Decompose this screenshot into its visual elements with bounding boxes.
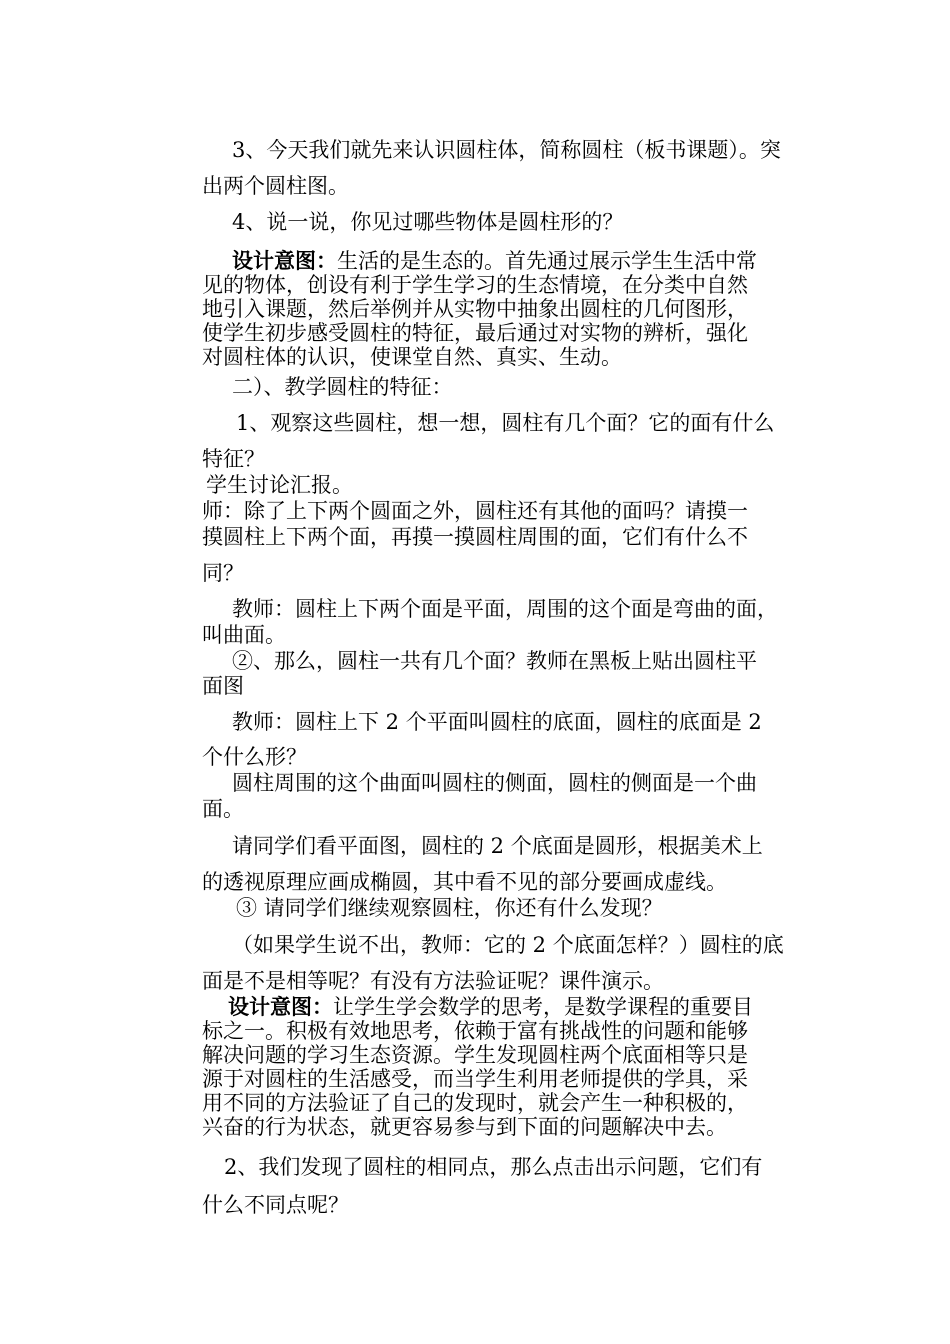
paragraph-plane-line-2: 的透视原理应画成椭圆，其中看不见的部分要画成虚线。	[202, 870, 727, 894]
design-intent-1-line-1	[232, 249, 757, 273]
design-intent-2-line-4: 源于对圆柱的生活感受，而当学生利用老师提供的学具，采	[202, 1067, 748, 1091]
design-intent-2-line-5: 用不同的方法验证了自己的发现时，就会产生一种积极的，	[202, 1091, 748, 1115]
design-intent-label: 设计意图：	[228, 994, 333, 1019]
teacher-question-line-3: 同？	[202, 561, 244, 585]
paragraph-faces-line-1: ②、那么，圆柱一共有几个面？教师在黑板上贴出圆柱平	[232, 649, 757, 673]
paragraph-observe: ③ 请同学们继续观察圆柱，你还有什么发现？	[236, 896, 663, 920]
design-intent-label: 设计意图：	[232, 248, 337, 273]
paragraph-1-line-2: 出两个圆柱图。	[202, 174, 349, 198]
paragraph-bases-line-1: （如果学生说不出，教师：它的 2 个底面怎样？）圆柱的底	[232, 933, 784, 957]
paragraph-students-report: 学生讨论汇报。	[206, 473, 353, 497]
design-intent-1-line-5: 对圆柱体的认识，使课堂自然、真实、生动。	[202, 345, 622, 369]
paragraph-question-1-line-1: 1、观察这些圆柱，想一想，圆柱有几个面？它的面有什么	[236, 411, 775, 435]
teacher-answer-1-line-2: 叫曲面。	[202, 623, 286, 647]
design-intent-2-line-3: 解决问题的学习生态资源。学生发现圆柱两个底面相等只是	[202, 1043, 748, 1067]
teacher-question-line-1: 师：除了上下两个圆面之外，圆柱还有其他的面吗？请摸一	[202, 499, 748, 523]
design-intent-1-line-4: 使学生初步感受圆柱的特征，最后通过对实物的辨析，强化	[202, 321, 748, 345]
paragraph-differences-line-1: 2、我们发现了圆柱的相同点，那么点击出示问题，它们有	[224, 1155, 763, 1179]
paragraph-plane-line-1: 请同学们看平面图，圆柱的 2 个底面是圆形，根据美术上	[232, 834, 763, 858]
paragraph-question-1-line-2: 特征？	[202, 447, 265, 471]
design-intent-1-line-2: 见的物体，创设有利于学生学习的生态情境，在分类中自然	[202, 273, 748, 297]
teacher-question-line-2: 摸圆柱上下两个面，再摸一摸圆柱周围的面，它们有什么不	[202, 525, 748, 549]
paragraph-side-line-1: 圆柱周围的这个曲面叫圆柱的侧面，圆柱的侧面是一个曲	[232, 771, 757, 795]
design-intent-2-line-1	[228, 995, 753, 1019]
teacher-answer-2-line-2: 个什么形？	[202, 745, 307, 769]
teacher-answer-1-line-1: 教师：圆柱上下两个面是平面，周围的这个面是弯曲的面，	[232, 597, 778, 621]
design-intent-text: 生活的是生态的。首先通过展示学生生活中常	[337, 249, 757, 273]
design-intent-text: 让学生学会数学的思考，是数学课程的重要目	[333, 995, 753, 1019]
paragraph-differences-line-2: 什么不同点呢？	[202, 1193, 349, 1217]
design-intent-2-line-2: 标之一。积极有效地思考，依赖于富有挑战性的问题和能够	[202, 1019, 748, 1043]
design-intent-1-line-3: 地引入课题，然后举例并从实物中抽象出圆柱的几何图形，	[202, 297, 748, 321]
paragraph-bases-line-2: 面是不是相等呢？有没有方法验证呢？课件演示。	[202, 969, 664, 993]
paragraph-faces-line-2: 面图	[202, 674, 244, 698]
paragraph-2-line-1: 4、说一说，你见过哪些物体是圆柱形的？	[232, 210, 624, 234]
paragraph-side-line-2: 面。	[202, 797, 244, 821]
design-intent-2-line-6: 兴奋的行为状态，就更容易参与到下面的问题解决中去。	[202, 1115, 727, 1139]
section-heading: 二）、教学圆柱的特征：	[232, 375, 453, 399]
paragraph-1-line-1: 3、今天我们就先来认识圆柱体，简称圆柱（板书课题）。突	[232, 138, 781, 162]
teacher-answer-2-line-1: 教师：圆柱上下 2 个平面叫圆柱的底面，圆柱的底面是 2	[232, 710, 762, 734]
